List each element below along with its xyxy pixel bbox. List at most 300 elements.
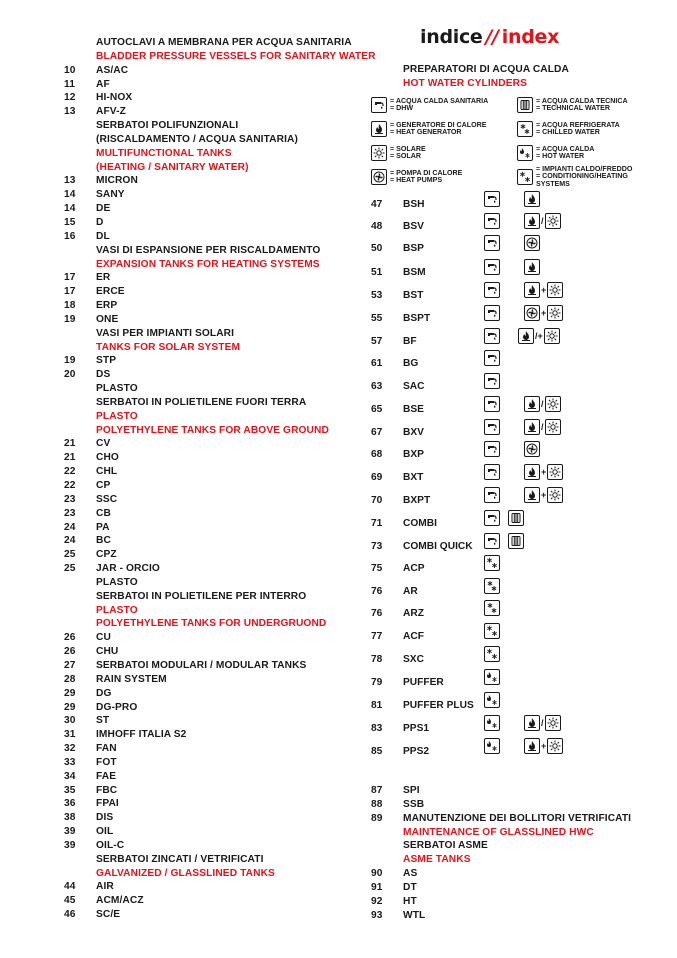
entry-label: PLASTO bbox=[96, 604, 138, 616]
section-heading bbox=[64, 161, 344, 175]
snowflake-icon bbox=[484, 600, 500, 616]
section-heading bbox=[64, 853, 344, 867]
entry-label: ACM/ACZ bbox=[96, 895, 144, 907]
index-entry[interactable] bbox=[64, 548, 344, 562]
page-number: 81 bbox=[371, 699, 383, 711]
page-number: 63 bbox=[371, 380, 383, 392]
entry-label: RAIN SYSTEM bbox=[96, 673, 167, 685]
entry-label: MICRON bbox=[96, 175, 138, 187]
section-heading bbox=[371, 853, 671, 867]
entry-label: TANKS FOR SOLAR SYSTEM bbox=[96, 341, 241, 353]
legend-line: = GENERATORE DI CALORE bbox=[390, 120, 487, 129]
page-number: 51 bbox=[371, 266, 383, 278]
section-heading bbox=[64, 604, 344, 618]
icon-operator: /+ bbox=[535, 331, 543, 341]
product-entry[interactable] bbox=[371, 308, 671, 325]
page-number: 24 bbox=[64, 521, 76, 533]
sun-icon bbox=[545, 419, 561, 435]
product-name: BSM bbox=[403, 266, 426, 278]
tap-icon bbox=[484, 510, 500, 526]
legend-line: = HOT WATER bbox=[536, 152, 585, 160]
index-entry[interactable] bbox=[64, 839, 344, 853]
entry-label: DL bbox=[96, 230, 110, 242]
product-name: AR bbox=[403, 585, 418, 597]
index-entry[interactable] bbox=[64, 507, 344, 521]
index-entry[interactable] bbox=[64, 299, 344, 313]
index-entry[interactable] bbox=[64, 479, 344, 493]
index-entry[interactable] bbox=[64, 105, 344, 119]
section-heading bbox=[64, 341, 344, 355]
entry-label: FOT bbox=[96, 756, 117, 768]
product-entry[interactable] bbox=[371, 467, 671, 484]
entry-label: MAINTENANCE OF GLASSLINED HWC bbox=[403, 826, 594, 838]
page-number: 26 bbox=[64, 646, 76, 658]
index-entry[interactable] bbox=[371, 867, 671, 881]
page-number: 55 bbox=[371, 312, 383, 324]
entry-label: AUTOCLAVI A MEMBRANA PER ACQUA SANITARIA bbox=[96, 37, 352, 48]
section-heading bbox=[64, 147, 344, 161]
entry-label: AF bbox=[96, 78, 110, 90]
product-entry[interactable] bbox=[371, 741, 671, 758]
page-number: 28 bbox=[64, 673, 76, 685]
index-entry[interactable] bbox=[64, 188, 344, 202]
entry-label: ERCE bbox=[96, 286, 125, 298]
index-entry[interactable] bbox=[64, 714, 344, 728]
entry-label: ER bbox=[96, 272, 111, 284]
page-number: 77 bbox=[371, 630, 383, 642]
page-number: 35 bbox=[64, 784, 76, 796]
product-entry[interactable] bbox=[371, 216, 671, 233]
legend-row bbox=[371, 117, 671, 141]
page-number: 14 bbox=[64, 203, 76, 215]
flame-icon bbox=[371, 121, 387, 137]
page-number: 53 bbox=[371, 289, 383, 301]
index-entry[interactable] bbox=[64, 313, 344, 327]
page-number: 21 bbox=[64, 438, 76, 450]
entry-label: STP bbox=[96, 355, 117, 367]
index-entry[interactable] bbox=[64, 728, 344, 742]
page-number: 93 bbox=[371, 909, 383, 921]
page-number: 71 bbox=[371, 517, 383, 529]
index-entry[interactable] bbox=[64, 521, 344, 535]
page-number: 11 bbox=[64, 78, 75, 90]
tap-icon bbox=[484, 282, 500, 298]
product-entry[interactable] bbox=[371, 718, 671, 735]
product-name: ACP bbox=[403, 562, 425, 574]
product-name: ARZ bbox=[403, 607, 424, 619]
page-number: 67 bbox=[371, 426, 383, 438]
legend-line: = HEAT GENERATOR bbox=[390, 128, 462, 136]
page-number: 46 bbox=[64, 909, 76, 921]
page-number: 70 bbox=[371, 494, 383, 506]
entry-label: AS bbox=[403, 868, 418, 880]
entry-label: CB bbox=[96, 507, 111, 519]
index-entry[interactable] bbox=[64, 631, 344, 645]
product-name: BXT bbox=[403, 471, 424, 483]
radiator-icon bbox=[508, 510, 524, 526]
icon-operator: + bbox=[541, 285, 547, 295]
section-heading bbox=[64, 867, 344, 881]
index-entry[interactable] bbox=[64, 534, 344, 548]
page-number: 14 bbox=[64, 189, 76, 201]
entry-label: DG bbox=[96, 687, 112, 699]
section-heading bbox=[64, 50, 376, 64]
legend-text bbox=[536, 122, 620, 137]
index-entry[interactable] bbox=[64, 451, 344, 465]
index-entry[interactable] bbox=[64, 78, 344, 92]
tap-icon bbox=[484, 259, 500, 275]
page-number: 18 bbox=[64, 300, 76, 312]
section-title-en: HOT WATER CYLINDERS bbox=[403, 77, 527, 89]
icon-operator: / bbox=[541, 399, 544, 409]
index-entry[interactable] bbox=[64, 894, 344, 908]
index-entry[interactable] bbox=[64, 742, 344, 756]
tap-icon bbox=[484, 441, 500, 457]
index-entry[interactable] bbox=[64, 64, 344, 78]
product-entry[interactable] bbox=[371, 606, 671, 620]
entry-label: WTL bbox=[403, 909, 426, 921]
page-number: 29 bbox=[64, 701, 76, 713]
flame-icon bbox=[524, 715, 540, 731]
flame-icon bbox=[524, 282, 540, 298]
hotwater-icon bbox=[484, 715, 500, 731]
legend-line: = POMPA DI CALORE bbox=[390, 168, 463, 177]
page-number: 13 bbox=[64, 106, 76, 118]
entry-label: DE bbox=[96, 203, 111, 215]
section-heading bbox=[64, 133, 344, 147]
page-number: 17 bbox=[64, 286, 76, 298]
index-entry[interactable] bbox=[64, 285, 344, 299]
legend-item bbox=[517, 121, 663, 137]
legend-item bbox=[517, 145, 663, 161]
entry-label: POLYETHYLENE TANKS FOR ABOVE GROUND bbox=[96, 424, 329, 436]
entry-label: CHO bbox=[96, 452, 119, 464]
entry-label: (HEATING / SANITARY WATER) bbox=[96, 161, 249, 173]
entry-label: FAE bbox=[96, 770, 117, 782]
section-heading bbox=[64, 382, 344, 396]
product-entry[interactable] bbox=[371, 490, 671, 507]
product-entry[interactable] bbox=[371, 241, 671, 255]
flame-icon bbox=[524, 487, 540, 503]
page-number: 19 bbox=[64, 355, 76, 367]
page-number: 23 bbox=[64, 507, 76, 519]
page-number: 29 bbox=[64, 687, 76, 699]
product-name: COMBI QUICK bbox=[403, 540, 473, 552]
page-number: 69 bbox=[371, 471, 383, 483]
entry-label: CHU bbox=[96, 646, 119, 658]
entry-label: SERBATOI ZINCATI / VETRIFICATI bbox=[96, 853, 264, 865]
index-entry[interactable] bbox=[371, 784, 671, 798]
title-en: index bbox=[501, 26, 560, 48]
legend-line: = CONDITIONING/HEATING bbox=[536, 172, 628, 181]
sun-icon bbox=[547, 738, 563, 754]
page-number: 38 bbox=[64, 812, 76, 824]
legend-line: = ACQUA CALDA TECNICA bbox=[536, 96, 628, 105]
index-entry[interactable] bbox=[64, 908, 344, 922]
index-entry[interactable] bbox=[64, 811, 344, 825]
page-number: 89 bbox=[371, 812, 383, 824]
index-entry[interactable] bbox=[64, 230, 344, 244]
tap-icon bbox=[484, 373, 500, 389]
icon-operator: + bbox=[541, 741, 547, 751]
entry-label: SERBATOI IN POLIETILENE FUORI TERRA bbox=[96, 396, 307, 408]
page-number: 27 bbox=[64, 659, 76, 671]
product-name: BSH bbox=[403, 198, 425, 210]
index-entry[interactable] bbox=[64, 216, 344, 230]
page-number: 85 bbox=[371, 745, 383, 757]
index-entry[interactable] bbox=[64, 701, 344, 715]
flame-icon bbox=[524, 464, 540, 480]
page-number: 68 bbox=[371, 448, 383, 460]
section-heading bbox=[64, 396, 344, 410]
product-name: PUFFER bbox=[403, 676, 444, 688]
hvac-icon bbox=[484, 623, 500, 639]
product-name: SAC bbox=[403, 380, 425, 392]
section-heading bbox=[371, 839, 671, 853]
snowflake-icon bbox=[517, 121, 533, 137]
index-entry[interactable] bbox=[64, 784, 344, 798]
section-heading bbox=[64, 424, 344, 438]
tap-icon bbox=[484, 305, 500, 321]
legend-line: = ACQUA CALDA SANITARIA bbox=[390, 96, 489, 105]
product-name: PUFFER PLUS bbox=[403, 699, 474, 711]
legend-item bbox=[371, 121, 517, 137]
tail-list bbox=[371, 784, 671, 922]
index-entry[interactable] bbox=[64, 659, 344, 673]
entry-label: CU bbox=[96, 632, 111, 644]
product-entry[interactable] bbox=[371, 561, 671, 575]
index-entry[interactable] bbox=[64, 770, 344, 784]
legend-text bbox=[390, 146, 426, 161]
page-number: 90 bbox=[371, 868, 383, 880]
legend-item bbox=[517, 166, 663, 188]
legend-item bbox=[371, 97, 517, 113]
product-name: BXP bbox=[403, 448, 424, 460]
index-entry[interactable] bbox=[371, 881, 671, 895]
entry-label: SERBATOI MODULARI / MODULAR TANKS bbox=[96, 659, 307, 671]
product-entry[interactable] bbox=[371, 265, 671, 279]
product-name: COMBI bbox=[403, 517, 437, 529]
index-entry[interactable] bbox=[64, 880, 344, 894]
sun-icon bbox=[544, 328, 560, 344]
entry-label: SERBATOI ASME bbox=[403, 840, 488, 852]
entry-label: DT bbox=[403, 881, 417, 893]
legend-line: = ACQUA CALDA bbox=[536, 144, 595, 153]
page-number: 31 bbox=[64, 729, 76, 741]
entry-label: DIS bbox=[96, 812, 114, 824]
heatpump-icon bbox=[524, 305, 540, 321]
page-number: 44 bbox=[64, 881, 76, 893]
section-title-it: PREPARATORI DI ACQUA CALDA bbox=[403, 64, 569, 75]
index-entry[interactable] bbox=[64, 797, 344, 811]
entry-label: SSB bbox=[403, 798, 425, 810]
index-entry[interactable] bbox=[64, 687, 344, 701]
flame-icon bbox=[524, 419, 540, 435]
tap-icon bbox=[484, 464, 500, 480]
tap-icon bbox=[484, 213, 500, 229]
product-entry[interactable] bbox=[371, 331, 671, 348]
product-entry[interactable] bbox=[371, 584, 671, 598]
index-entry[interactable] bbox=[64, 465, 344, 479]
sun-icon bbox=[547, 464, 563, 480]
sun-icon bbox=[545, 213, 561, 229]
icon-operator: + bbox=[541, 490, 547, 500]
product-name: BSPT bbox=[403, 312, 431, 324]
legend-item bbox=[371, 145, 517, 161]
entry-label: BLADDER PRESSURE VESSELS FOR SANITARY WATER bbox=[96, 50, 376, 62]
product-name: BF bbox=[403, 335, 417, 347]
tap-icon bbox=[484, 235, 500, 251]
product-entry[interactable] bbox=[371, 516, 671, 530]
product-entry[interactable] bbox=[371, 539, 671, 553]
page-number: 75 bbox=[371, 562, 383, 574]
entry-label: SERBATOI POLIFUNZIONALI bbox=[96, 120, 239, 132]
legend-line: = ACQUA REFRIGERATA bbox=[536, 120, 620, 129]
index-entry[interactable] bbox=[64, 645, 344, 659]
entry-label: HT bbox=[403, 895, 417, 907]
product-entry[interactable] bbox=[371, 379, 671, 393]
legend-text bbox=[536, 98, 628, 113]
page-number: 10 bbox=[64, 64, 76, 76]
index-entry[interactable] bbox=[64, 493, 344, 507]
entry-label: EXPANSION TANKS FOR HEATING SYSTEMS bbox=[96, 258, 320, 270]
legend-line: = HEAT PUMPS bbox=[390, 176, 443, 184]
snowflake-icon bbox=[484, 578, 500, 594]
product-entry[interactable] bbox=[371, 356, 671, 370]
legend-text bbox=[390, 122, 487, 137]
page-number: 19 bbox=[64, 313, 76, 325]
hotwater-icon bbox=[517, 145, 533, 161]
tap-icon bbox=[484, 350, 500, 366]
index-entry[interactable] bbox=[371, 798, 671, 812]
index-entry[interactable] bbox=[64, 673, 344, 687]
page-number: 13 bbox=[64, 175, 76, 187]
legend-text bbox=[536, 146, 594, 161]
legend-item bbox=[371, 169, 517, 185]
index-entry[interactable] bbox=[64, 756, 344, 770]
icon-legend bbox=[371, 93, 671, 189]
flame-icon bbox=[518, 328, 534, 344]
product-entry[interactable] bbox=[371, 652, 671, 666]
icon-operator: / bbox=[541, 422, 544, 432]
section-heading bbox=[64, 119, 344, 133]
right-section-header bbox=[371, 63, 671, 91]
hvac-icon bbox=[484, 646, 500, 662]
page-number: 36 bbox=[64, 798, 76, 810]
sun-icon bbox=[547, 305, 563, 321]
index-entry[interactable] bbox=[64, 825, 344, 839]
tap-icon bbox=[484, 487, 500, 503]
product-name: SXC bbox=[403, 653, 424, 665]
legend-row bbox=[371, 93, 671, 117]
page-number: 26 bbox=[64, 632, 76, 644]
tap-icon bbox=[484, 533, 500, 549]
product-name: BSE bbox=[403, 403, 424, 415]
entry-label: AS/AC bbox=[96, 64, 129, 76]
product-name: PPS1 bbox=[403, 722, 430, 734]
page-number: 25 bbox=[64, 549, 76, 561]
index-entry[interactable] bbox=[371, 812, 671, 826]
section-heading bbox=[64, 327, 344, 341]
product-name: BSV bbox=[403, 220, 424, 232]
flame-icon bbox=[524, 213, 540, 229]
page-number: 30 bbox=[64, 715, 76, 727]
tap-icon bbox=[484, 191, 500, 207]
page-number: 39 bbox=[64, 839, 76, 851]
page-number: 92 bbox=[371, 895, 383, 907]
tap-icon bbox=[484, 396, 500, 412]
page-number: 33 bbox=[64, 756, 76, 768]
index-entry[interactable] bbox=[64, 174, 344, 188]
entry-label: SANY bbox=[96, 189, 125, 201]
page-number: 39 bbox=[64, 826, 76, 838]
index-entry[interactable] bbox=[64, 368, 344, 382]
product-entry[interactable] bbox=[371, 197, 671, 211]
icon-operator: + bbox=[541, 308, 547, 318]
legend-line: = IMPIANTI CALDO/FREDDO bbox=[536, 164, 633, 173]
legend-line: = SOLARE bbox=[390, 144, 426, 153]
page-number: 15 bbox=[64, 216, 76, 228]
icon-operator: + bbox=[541, 467, 547, 477]
page-number: 24 bbox=[64, 535, 76, 547]
index-entry[interactable] bbox=[64, 437, 344, 451]
entry-label: VASI DI ESPANSIONE PER RISCALDAMENTO bbox=[96, 244, 321, 256]
entry-label: SPI bbox=[403, 785, 420, 796]
page-number: 23 bbox=[64, 493, 76, 505]
section-heading bbox=[64, 617, 344, 631]
page-number: 45 bbox=[64, 895, 76, 907]
index-entry[interactable] bbox=[64, 271, 344, 285]
entry-label: MULTIFUNCTIONAL TANKS bbox=[96, 147, 232, 159]
sun-icon bbox=[547, 487, 563, 503]
index-entry[interactable] bbox=[64, 91, 344, 105]
product-entry[interactable] bbox=[371, 675, 671, 689]
product-entry[interactable] bbox=[371, 285, 671, 302]
sun-icon bbox=[547, 282, 563, 298]
entry-label: PA bbox=[96, 521, 110, 533]
title-separator: // bbox=[485, 26, 499, 48]
heatpump-icon bbox=[524, 235, 540, 251]
entry-label: CPZ bbox=[96, 549, 117, 561]
entry-label: PLASTO bbox=[96, 576, 138, 588]
tap-icon bbox=[484, 328, 500, 344]
index-entry[interactable] bbox=[371, 909, 671, 923]
hvac-icon bbox=[517, 169, 533, 185]
product-name: BST bbox=[403, 289, 424, 301]
page-number: 65 bbox=[371, 403, 383, 415]
page-number: 48 bbox=[371, 220, 383, 232]
page-number: 47 bbox=[371, 198, 383, 210]
sun-icon bbox=[545, 396, 561, 412]
product-entry[interactable] bbox=[371, 698, 671, 712]
product-entry[interactable] bbox=[371, 399, 671, 416]
product-entry[interactable] bbox=[371, 447, 671, 461]
entry-label: OIL-C bbox=[96, 839, 125, 851]
index-entry[interactable] bbox=[64, 202, 344, 216]
section-heading bbox=[64, 244, 344, 258]
product-entry[interactable] bbox=[371, 422, 671, 439]
page-number: 57 bbox=[371, 335, 383, 347]
tap-icon bbox=[371, 97, 387, 113]
product-entry[interactable] bbox=[371, 629, 671, 643]
index-entry[interactable] bbox=[64, 562, 344, 576]
index-entry[interactable] bbox=[64, 354, 344, 368]
section-heading bbox=[64, 590, 344, 604]
hotwater-icon bbox=[484, 738, 500, 754]
left-index-column bbox=[64, 36, 376, 922]
index-entry[interactable] bbox=[371, 895, 671, 909]
entry-label: FAN bbox=[96, 743, 117, 755]
